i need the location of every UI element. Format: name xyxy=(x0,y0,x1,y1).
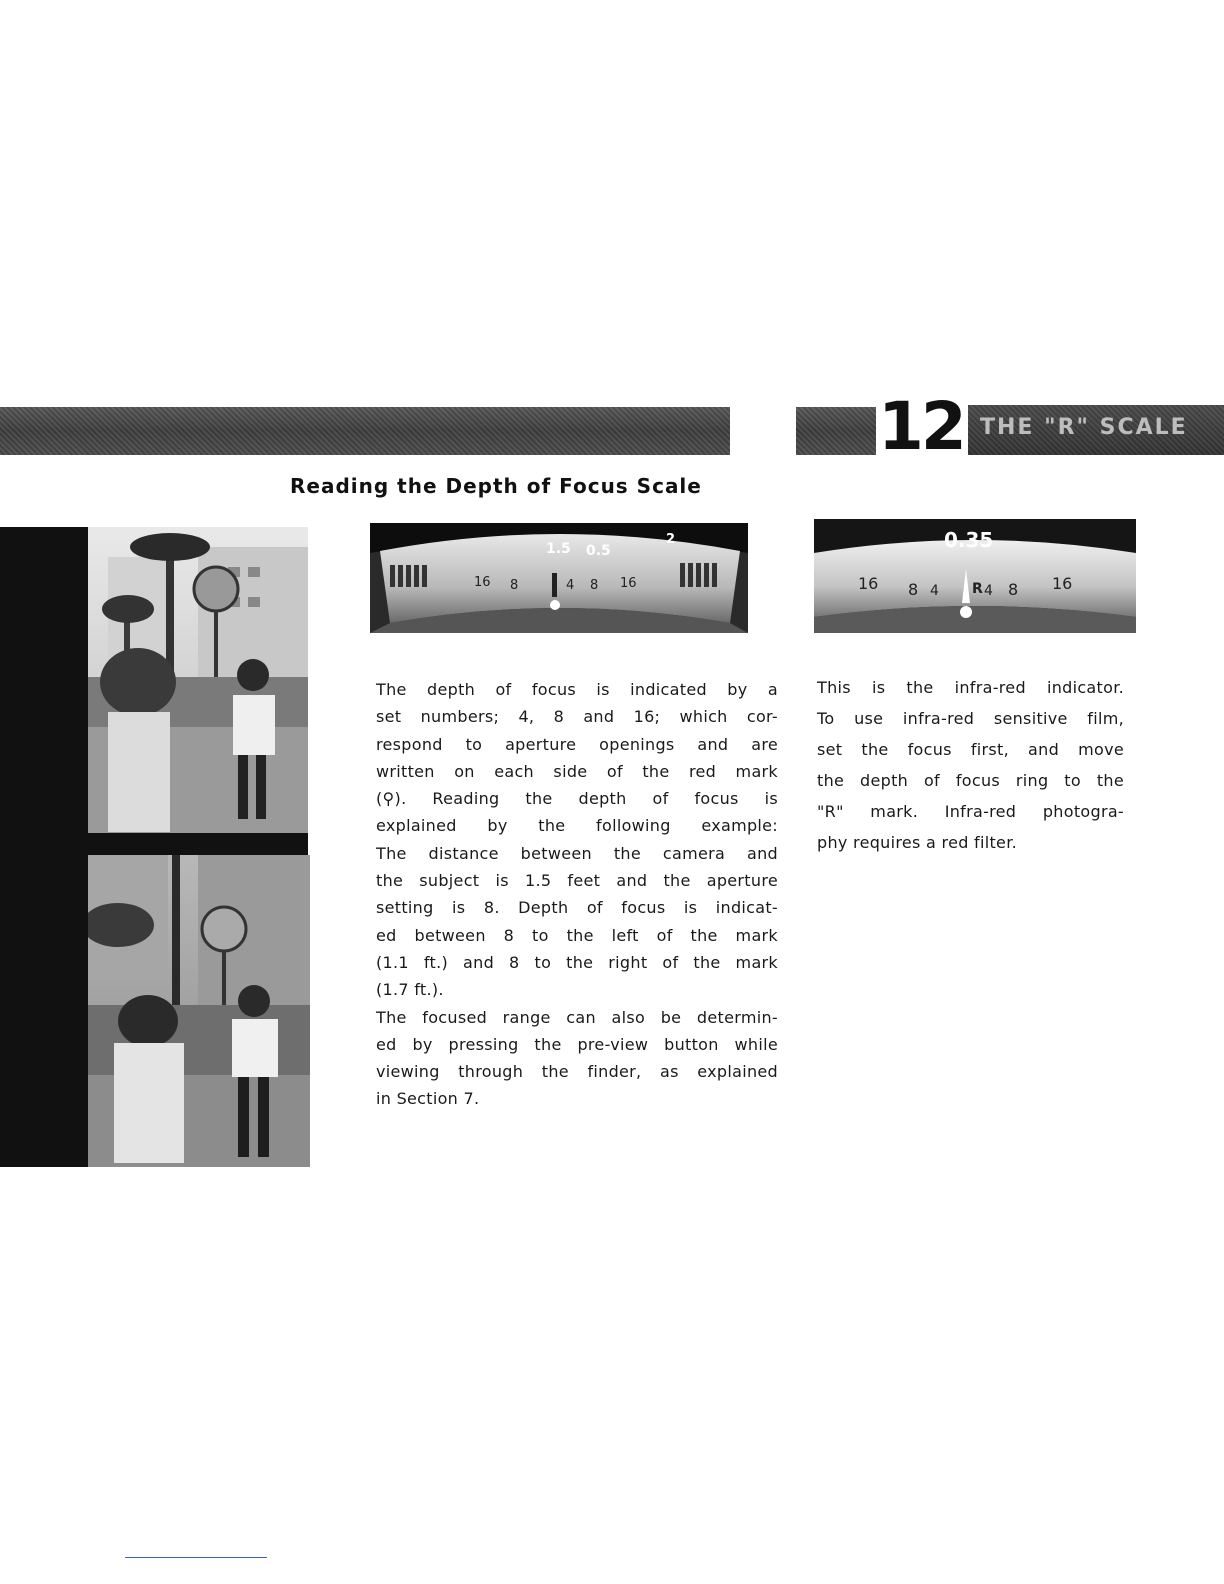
lens-left-scale-4: 4 xyxy=(566,578,575,593)
text-line: explained by the following example: xyxy=(376,816,778,836)
text-line: The focused range can also be determin- xyxy=(376,1007,778,1027)
text-line: The distance between the camera and xyxy=(376,843,778,863)
text-line: viewing through the finder, as explained xyxy=(376,1062,778,1082)
text-line: To use infra-red sensitive film, xyxy=(817,709,1124,728)
text-line: set numbers; 4, 8 and 16; which cor- xyxy=(376,707,778,727)
infrared-description xyxy=(817,672,1124,858)
lens-right-scale-4-right: 4 xyxy=(984,583,993,599)
text-line: "R" mark. Infra-red photogra- xyxy=(817,802,1124,821)
text-line: (1.7 ft.). xyxy=(376,980,444,1000)
lens-right-scale-8-right: 8 xyxy=(1008,580,1019,599)
text-line: respond to aperture openings and are xyxy=(376,734,778,754)
lens-right-scale-4-left: 4 xyxy=(930,583,939,599)
section-number: 12 xyxy=(878,388,964,465)
text-line: written on each side of the red mark xyxy=(376,761,778,781)
lens-left-distance-2: 2 xyxy=(666,532,676,547)
depth-of-focus-description xyxy=(376,676,778,1113)
text-line: (1.1 ft.) and 8 to the right of the mark xyxy=(376,952,778,972)
lens-left-distance-0-5: 0.5 xyxy=(586,543,611,559)
text-line: set the focus first, and move xyxy=(817,740,1124,759)
header-bar-stub xyxy=(796,407,876,455)
lens-right-scale-8-left: 8 xyxy=(908,580,919,599)
photo-children-street-bottom xyxy=(88,855,310,1167)
text-line: the depth of focus ring to the xyxy=(817,771,1124,790)
lens-left-scale-8-right: 8 xyxy=(590,578,599,593)
text-line: ed between 8 to the left of the mark xyxy=(376,925,778,945)
page-heading: Reading the Depth of Focus Scale xyxy=(290,474,702,498)
lens-left-scale-16-left: 16 xyxy=(474,575,491,590)
text-line: This is the infra-red indicator. xyxy=(817,678,1124,697)
black-band xyxy=(0,527,88,1167)
text-line: The depth of focus is indicated by a xyxy=(376,680,778,699)
text-line: setting is 8. Depth of focus is indicat- xyxy=(376,898,778,918)
lens-right-scale-16-left: 16 xyxy=(858,574,879,593)
text-line: the subject is 1.5 feet and the aperture xyxy=(376,871,778,891)
lens-right-scale-16-right: 16 xyxy=(1052,574,1073,593)
text-line: in Section 7. xyxy=(376,1089,480,1109)
photo-divider xyxy=(88,833,308,855)
lens-left-scale-16-right: 16 xyxy=(620,576,637,591)
lens-infrared-scale-image xyxy=(814,519,1136,633)
lens-left-distance-1-5: 1.5 xyxy=(546,541,571,557)
text-line: ed by pressing the pre-view button while xyxy=(376,1034,778,1054)
lens-depth-of-focus-scale-image xyxy=(370,523,748,633)
lens-right-scale-r: R xyxy=(972,581,983,597)
photo-children-street-top xyxy=(88,527,308,833)
text-line: phy requires a red filter. xyxy=(817,833,1017,852)
text-line: (⚲). Reading the depth of focus is xyxy=(376,789,778,809)
footnote-rule xyxy=(125,1557,267,1558)
lens-left-scale-8-left: 8 xyxy=(510,578,519,593)
lens-right-distance-0-35: 0.35 xyxy=(944,528,994,552)
section-title: THE "R" SCALE xyxy=(980,415,1188,440)
header-bar-left xyxy=(0,407,730,455)
section-title-bar xyxy=(968,405,1224,455)
